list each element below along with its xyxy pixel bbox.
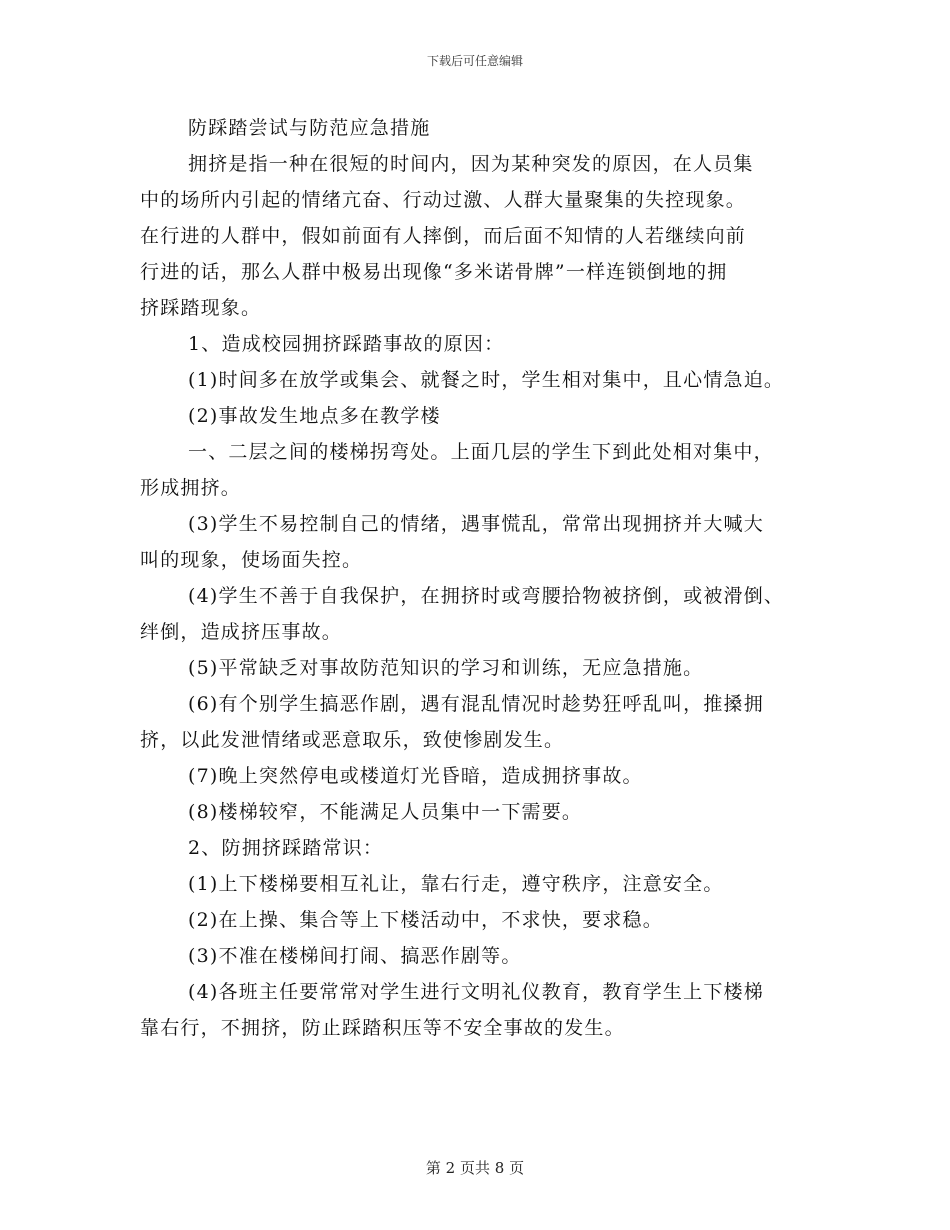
page-header-note: 下载后可任意编辑: [426, 54, 523, 68]
list-item: (4)学生不善于自我保护，在拥挤时或弯腰拾物被挤倒，或被滑倒、: [188, 585, 785, 607]
paragraph-line: 挤踩踏现象。: [140, 297, 262, 319]
document-title: 防踩踏尝试与防范应急措施: [188, 117, 431, 139]
paragraph-line: 挤，以此发泄情绪或恶意取乐，致使惨剧发生。: [140, 729, 565, 751]
list-item: (2)在上操、集合等上下楼活动中，不求快，要求稳。: [188, 909, 663, 931]
list-item: (6)有个别学生搞恶作剧，遇有混乱情况时趁势狂呼乱叫，推搡拥: [188, 693, 764, 715]
list-item: (4)各班主任要常常对学生进行文明礼仪教育，教育学生上下楼梯: [188, 981, 764, 1003]
paragraph-line: 靠右行，不拥挤，防止踩踏积压等不安全事故的发生。: [140, 1017, 625, 1039]
document-body: [140, 110, 840, 1046]
list-item: (1)时间多在放学或集会、就餐之时，学生相对集中，且心情急迫。: [188, 369, 785, 391]
section-heading: 2、防拥挤踩踏常识：: [188, 837, 384, 859]
list-item: (3)不准在楼梯间打闹、搞恶作剧等。: [188, 945, 522, 967]
section-heading: 1、造成校园拥挤踩踏事故的原因：: [188, 333, 505, 355]
paragraph-line: 叫的现象，使场面失控。: [140, 549, 363, 571]
paragraph-line: 形成拥挤。: [140, 477, 242, 499]
list-item: (5)平常缺乏对事故防范知识的学习和训练，无应急措施。: [188, 657, 704, 679]
list-item: (1)上下楼梯要相互礼让，靠右行走，遵守秩序，注意安全。: [188, 873, 724, 895]
list-item: (8)楼梯较窄，不能满足人员集中一下需要。: [188, 801, 583, 823]
paragraph-line: 在行进的人群中，假如前面有人摔倒，而后面不知情的人若继续向前: [140, 225, 747, 247]
paragraph-line: 拥挤是指一种在很短的时间内，因为某种突发的原因，在人员集: [188, 153, 754, 175]
list-item: (2)事故发生地点多在教学楼: [188, 405, 441, 427]
paragraph-line: 绊倒，造成挤压事故。: [140, 621, 343, 643]
page-number: 第 2 页共 8 页: [425, 1159, 525, 1177]
paragraph-line: 一、二层之间的楼梯拐弯处。上面几层的学生下到此处相对集中，: [188, 441, 774, 463]
paragraph-line: 行进的话，那么人群中极易出现像“多米诺骨牌”一样连锁倒地的拥: [140, 261, 728, 283]
paragraph-line: 中的场所内引起的情绪亢奋、行动过激、人群大量聚集的失控现象。: [140, 189, 747, 211]
list-item: (7)晚上突然停电或楼道灯光昏暗，造成拥挤事故。: [188, 765, 643, 787]
list-item: (3)学生不易控制自己的情绪，遇事慌乱，常常出现拥挤并大喊大: [188, 513, 764, 535]
